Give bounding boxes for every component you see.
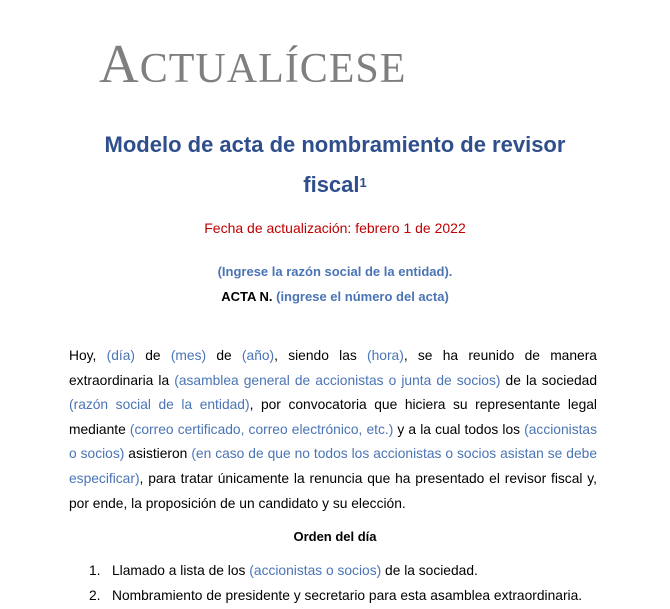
body-text: de	[134, 348, 171, 363]
acta-label: ACTA N.	[221, 289, 273, 304]
placeholder-text: (accionistas o socios)	[249, 563, 382, 578]
document-title-line2	[0, 166, 670, 204]
placeholder-text: (día)	[106, 348, 135, 363]
body-text: Llamado a lista de los	[112, 563, 250, 578]
agenda-item-number: 1.	[89, 563, 101, 578]
agenda-item-number: 2.	[89, 588, 101, 603]
footnote-marker: 1	[359, 175, 367, 190]
placeholder-text: (hora)	[367, 348, 404, 363]
agenda-item-text	[112, 586, 582, 606]
placeholder-text: (asamblea general de accionistas o junta de socios)	[174, 372, 501, 388]
logo-accent-letter: Í	[284, 46, 300, 92]
body-text: , siendo las	[274, 348, 368, 363]
placeholder-text: (mes)	[170, 348, 207, 363]
acta-number-line	[0, 288, 670, 306]
body-text: , para tratar únicamente la renuncia que ha presentado el revisor fiscal y, por ende, la proposición de un candidato y su elección.	[69, 470, 597, 511]
placeholder-text: (correo certificado, correo electrónico, etc.)	[129, 421, 394, 437]
body-text: y a la cual todos los	[393, 421, 525, 437]
placeholder-text: (año)	[241, 348, 275, 363]
body-paragraph	[69, 344, 597, 516]
entity-name-placeholder: (Ingrese la razón social de la entidad).	[217, 264, 453, 279]
body-text: de	[206, 348, 242, 363]
agenda-heading: Orden del día	[293, 529, 377, 544]
document-title-line1: Modelo de acta de nombramiento de revisor	[104, 132, 566, 157]
body-text: asistieron	[124, 446, 192, 462]
placeholder-text: (accionistas o socios)	[69, 421, 598, 462]
update-date: Fecha de actualización: febrero 1 de 2022	[204, 220, 466, 236]
title-word: fiscal	[303, 172, 360, 197]
body-text: Hoy,	[69, 348, 107, 363]
body-text: de la sociedad	[500, 372, 598, 388]
body-text: Nombramiento de presidente y secretario para esta asamblea extraordinaria.	[112, 588, 583, 603]
acta-number-placeholder: (ingrese el número del acta)	[276, 289, 449, 304]
body-text: de la sociedad.	[381, 563, 478, 578]
logo-first-letter: A	[99, 33, 140, 94]
body-text: , se ha reunido de manera extraordinaria la	[69, 348, 597, 388]
body-text: , por convocatoria que hiciera su representante legal mediante	[69, 397, 597, 437]
agenda-item-text	[112, 561, 478, 581]
logo-end: CESE	[299, 46, 407, 92]
placeholder-text: (razón social de la entidad)	[69, 397, 250, 413]
actualicese-logo	[99, 34, 406, 99]
placeholder-text: (en caso de que no todos los accionistas o socios asistan se debe especificar)	[69, 446, 597, 486]
logo-caps: CTUAL	[139, 46, 285, 92]
